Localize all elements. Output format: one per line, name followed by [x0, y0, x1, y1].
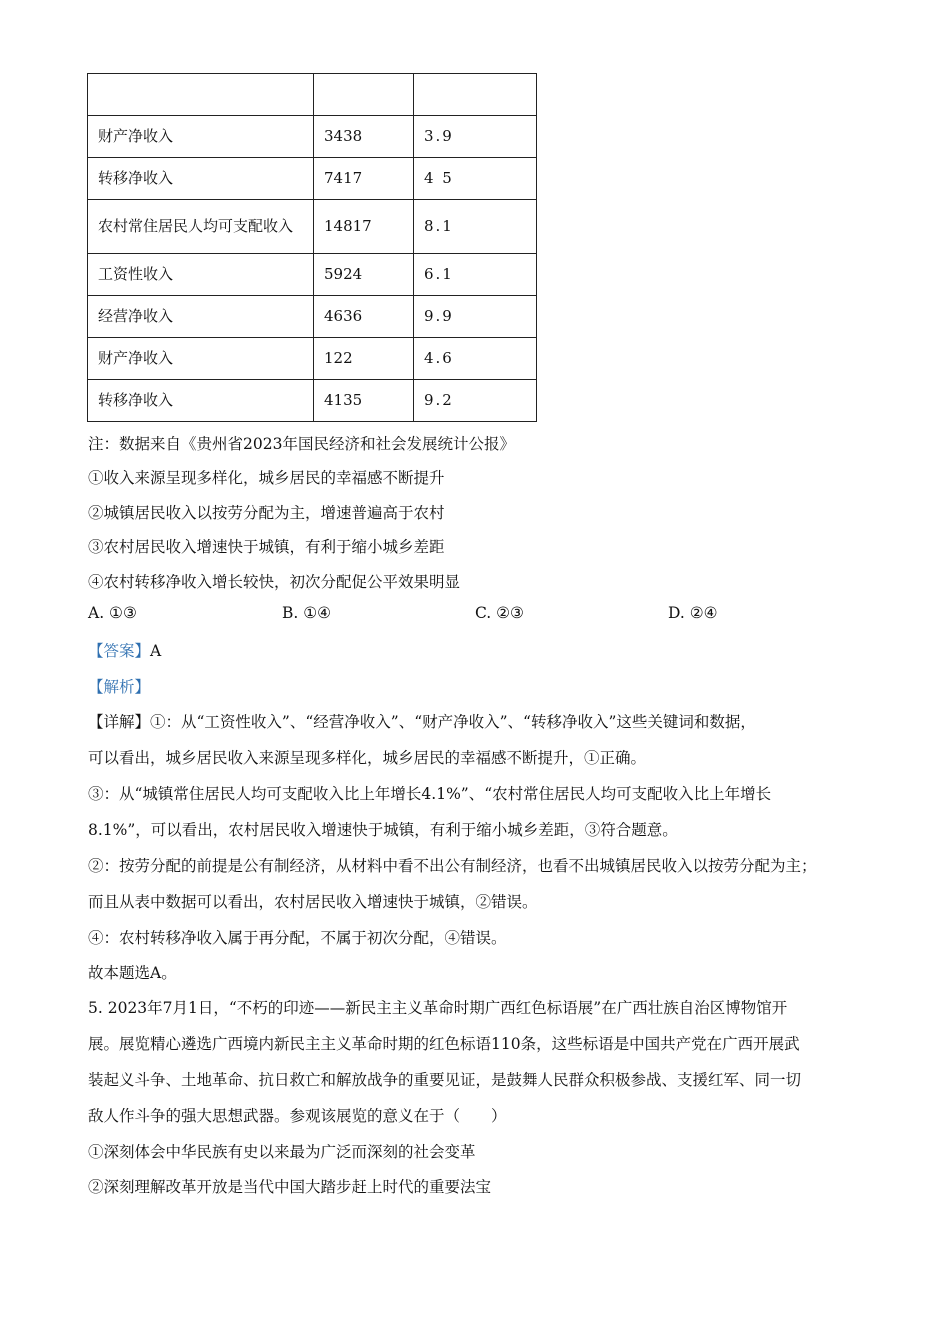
table-cell-growth: 9.2	[414, 380, 537, 422]
option-c: C. ②③	[475, 604, 524, 622]
table-cell-growth: 9.9	[414, 296, 537, 338]
question5-line-3: 装起义斗争、土地革命、抗日救亡和解放战争的重要见证，是鼓舞人民群众积极参战、支援红军、同一切	[88, 1071, 802, 1089]
table-cell-growth: 6.1	[414, 254, 537, 296]
option-d: D. ②④	[668, 604, 718, 622]
statement-1: ①收入来源呈现多样化，城乡居民的幸福感不断提升	[88, 469, 445, 487]
statement-3: ③农村居民收入增速快于城镇，有利于缩小城乡差距	[88, 538, 445, 556]
answer-line	[88, 639, 161, 661]
table-cell-item: 农村常住居民人均可支配收入	[88, 200, 314, 254]
table-cell-item: 经营净收入	[88, 296, 314, 338]
table-row	[88, 158, 537, 200]
answer-value: A	[150, 642, 162, 660]
table-row	[88, 296, 537, 338]
table-cell-value: 7417	[314, 158, 414, 200]
table-cell-value: 5924	[314, 254, 414, 296]
table-cell-growth: 8.1	[414, 200, 537, 254]
table-cell-value: 4135	[314, 380, 414, 422]
table-note: 注：数据来自《贵州省2023年国民经济和社会发展统计公报》	[88, 435, 515, 453]
statement-4: ④农村转移净收入增长较快，初次分配促公平效果明显	[88, 573, 461, 591]
analysis-line-5: ②：按劳分配的前提是公有制经济，从材料中看不出公有制经济，也看不出城镇居民收入以按劳分配为主；	[88, 857, 817, 875]
table-row	[88, 254, 537, 296]
table-cell-value	[314, 74, 414, 116]
analysis-line-3: ③：从“城镇常住居民人均可支配收入比上年增长4.1%”、“农村常住居民人均可支配收入比上年增长	[88, 785, 772, 803]
table-cell-item: 财产净收入	[88, 338, 314, 380]
analysis-label: 【解析】	[88, 678, 151, 696]
table-cell-growth: 4 5	[414, 158, 537, 200]
analysis-line-7: ④：农村转移净收入属于再分配，不属于初次分配，④错误。	[88, 929, 507, 947]
table-cell-growth: 4.6	[414, 338, 537, 380]
table-cell-value: 14817	[314, 200, 414, 254]
table-row	[88, 74, 537, 116]
question5-line-2: 展。展览精心遴选广西境内新民主主义革命时期的红色标语110条，这些标语是中国共产党在广西开展武	[88, 1035, 800, 1053]
question5-line-1: 5. 2023年7月1日，“不朽的印迹——新民主主义革命时期广西红色标语展”在广西壮族自治区博物馆开	[88, 999, 788, 1017]
question5-line-4: 敌人作斗争的强大思想武器。参观该展览的意义在于（ ）	[88, 1107, 507, 1125]
table-cell-item: 转移净收入	[88, 380, 314, 422]
table-cell-value: 4636	[314, 296, 414, 338]
table-row	[88, 200, 537, 254]
analysis-line-2: 可以看出，城乡居民收入来源呈现多样化，城乡居民的幸福感不断提升，①正确。	[88, 749, 647, 767]
answer-label: 【答案】	[88, 642, 151, 660]
table-cell-item: 转移净收入	[88, 158, 314, 200]
table-row	[88, 116, 537, 158]
table-cell-growth	[414, 74, 537, 116]
table-cell-value: 3438	[314, 116, 414, 158]
analysis-line-8: 故本题选A。	[88, 964, 177, 982]
table-row	[88, 380, 537, 422]
table-cell-item: 工资性收入	[88, 254, 314, 296]
analysis-line-1: 【详解】①：从“工资性收入”、“经营净收入”、“财产净收入”、“转移净收入”这些关键词和数据，	[88, 713, 756, 731]
table-row	[88, 338, 537, 380]
option-b: B. ①④	[282, 604, 332, 622]
table-cell-item: 财产净收入	[88, 116, 314, 158]
table-cell-growth: 3.9	[414, 116, 537, 158]
analysis-line-4: 8.1%”，可以看出，农村居民收入增速快于城镇，有利于缩小城乡差距，③符合题意。	[88, 821, 678, 839]
table-cell-item	[88, 74, 314, 116]
question5-statement-1: ①深刻体会中华民族有史以来最为广泛而深刻的社会变革	[88, 1143, 476, 1161]
table-cell-value: 122	[314, 338, 414, 380]
income-table	[87, 73, 537, 422]
question5-statement-2: ②深刻理解改革开放是当代中国大踏步赶上时代的重要法宝	[88, 1178, 492, 1196]
option-a: A. ①③	[88, 604, 137, 622]
analysis-line-6: 而且从表中数据可以看出，农村居民收入增速快于城镇，②错误。	[88, 893, 538, 911]
statement-2: ②城镇居民收入以按劳分配为主，增速普遍高于农村	[88, 504, 445, 522]
